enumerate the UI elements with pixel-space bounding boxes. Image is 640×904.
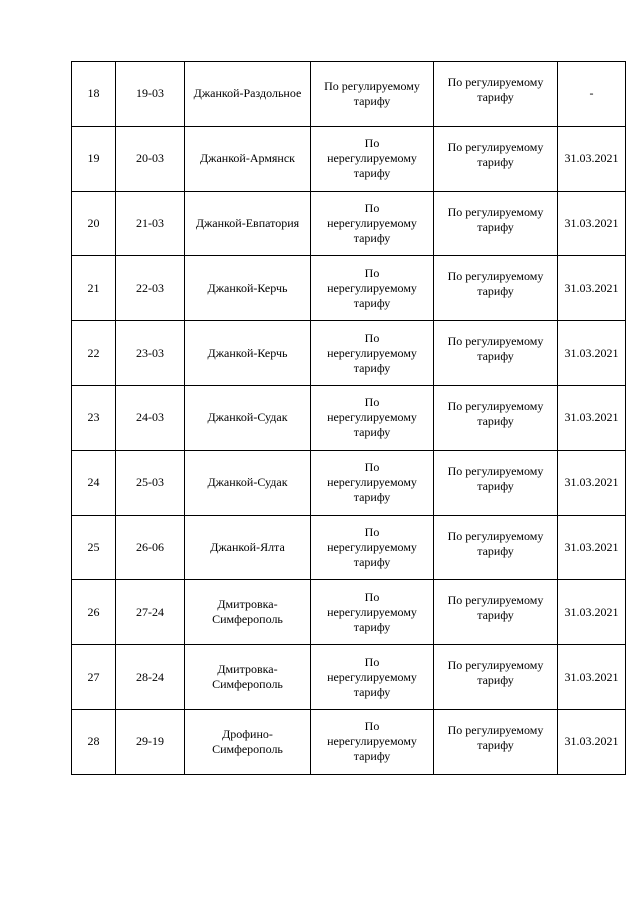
date-cell: 31.03.2021 bbox=[558, 515, 626, 580]
route-number-cell: 19-03 bbox=[116, 62, 185, 127]
date-cell: 31.03.2021 bbox=[558, 126, 626, 191]
route-name-cell: Джанкой-Раздольное bbox=[185, 62, 311, 127]
route-number-cell: 28-24 bbox=[116, 645, 185, 710]
table-row bbox=[72, 580, 626, 645]
tariff-type-cell: По регулируемому тарифу bbox=[434, 709, 558, 774]
route-number-cell: 24-03 bbox=[116, 385, 185, 450]
table-row bbox=[72, 321, 626, 386]
table-row bbox=[72, 191, 626, 256]
table-row bbox=[72, 709, 626, 774]
table-row bbox=[72, 385, 626, 450]
route-number-cell: 25-03 bbox=[116, 450, 185, 515]
route-number-cell: 20-03 bbox=[116, 126, 185, 191]
tariff-type-cell: По регулируемому тарифу bbox=[434, 126, 558, 191]
tariff-type-cell: По нерегулируемому тарифу bbox=[311, 709, 434, 774]
route-number-cell: 27-24 bbox=[116, 580, 185, 645]
tariff-type-cell: По нерегулируемому тарифу bbox=[311, 580, 434, 645]
row-number-cell: 23 bbox=[72, 385, 116, 450]
route-name-cell: Джанкой-Судак bbox=[185, 450, 311, 515]
route-number-cell: 22-03 bbox=[116, 256, 185, 321]
tariff-type-cell: По регулируемому тарифу bbox=[434, 645, 558, 710]
table-row bbox=[72, 515, 626, 580]
tariff-type-cell: По нерегулируемому тарифу bbox=[311, 126, 434, 191]
tariff-type-cell: По нерегулируемому тарифу bbox=[311, 645, 434, 710]
route-name-cell: Джанкой-Керчь bbox=[185, 321, 311, 386]
tariff-type-cell: По регулируемому тарифу bbox=[434, 515, 558, 580]
tariff-type-cell: По регулируемому тарифу bbox=[434, 191, 558, 256]
date-cell: 31.03.2021 bbox=[558, 385, 626, 450]
route-number-cell: 29-19 bbox=[116, 709, 185, 774]
row-number-cell: 20 bbox=[72, 191, 116, 256]
row-number-cell: 24 bbox=[72, 450, 116, 515]
tariff-type-cell: По нерегулируемому тарифу bbox=[311, 321, 434, 386]
tariff-type-cell: По нерегулируемому тарифу bbox=[311, 515, 434, 580]
date-cell: - bbox=[558, 62, 626, 127]
routes-table bbox=[71, 61, 626, 775]
tariff-type-cell: По регулируемому тарифу bbox=[434, 450, 558, 515]
table-row bbox=[72, 256, 626, 321]
route-name-cell: Джанкой-Керчь bbox=[185, 256, 311, 321]
row-number-cell: 18 bbox=[72, 62, 116, 127]
route-number-cell: 21-03 bbox=[116, 191, 185, 256]
row-number-cell: 28 bbox=[72, 709, 116, 774]
date-cell: 31.03.2021 bbox=[558, 645, 626, 710]
date-cell: 31.03.2021 bbox=[558, 256, 626, 321]
table-row bbox=[72, 126, 626, 191]
date-cell: 31.03.2021 bbox=[558, 450, 626, 515]
route-name-cell: Дмитровка- Симферополь bbox=[185, 580, 311, 645]
route-name-cell: Джанкой-Армянск bbox=[185, 126, 311, 191]
row-number-cell: 21 bbox=[72, 256, 116, 321]
tariff-type-cell: По нерегулируемому тарифу bbox=[311, 450, 434, 515]
date-cell: 31.03.2021 bbox=[558, 709, 626, 774]
tariff-type-cell: По нерегулируемому тарифу bbox=[311, 256, 434, 321]
table-row bbox=[72, 62, 626, 127]
table-row bbox=[72, 450, 626, 515]
date-cell: 31.03.2021 bbox=[558, 580, 626, 645]
tariff-type-cell: По регулируемому тарифу bbox=[434, 321, 558, 386]
tariff-type-cell: По регулируемому тарифу bbox=[434, 580, 558, 645]
tariff-type-cell: По нерегулируемому тарифу bbox=[311, 385, 434, 450]
table-row bbox=[72, 645, 626, 710]
tariff-type-cell: По нерегулируемому тарифу bbox=[311, 191, 434, 256]
route-name-cell: Джанкой-Судак bbox=[185, 385, 311, 450]
route-name-cell: Джанкой-Ялта bbox=[185, 515, 311, 580]
row-number-cell: 22 bbox=[72, 321, 116, 386]
tariff-type-cell: По регулируемому тарифу bbox=[434, 385, 558, 450]
route-name-cell: Дмитровка- Симферополь bbox=[185, 645, 311, 710]
row-number-cell: 27 bbox=[72, 645, 116, 710]
tariff-type-cell: По регулируемому тарифу bbox=[311, 62, 434, 127]
tariff-type-cell: По регулируемому тарифу bbox=[434, 256, 558, 321]
route-number-cell: 23-03 bbox=[116, 321, 185, 386]
route-name-cell: Дрофино- Симферополь bbox=[185, 709, 311, 774]
row-number-cell: 25 bbox=[72, 515, 116, 580]
row-number-cell: 26 bbox=[72, 580, 116, 645]
row-number-cell: 19 bbox=[72, 126, 116, 191]
date-cell: 31.03.2021 bbox=[558, 321, 626, 386]
route-number-cell: 26-06 bbox=[116, 515, 185, 580]
route-name-cell: Джанкой-Евпатория bbox=[185, 191, 311, 256]
tariff-type-cell: По регулируемому тарифу bbox=[434, 62, 558, 127]
date-cell: 31.03.2021 bbox=[558, 191, 626, 256]
routes-table-body bbox=[72, 62, 626, 775]
